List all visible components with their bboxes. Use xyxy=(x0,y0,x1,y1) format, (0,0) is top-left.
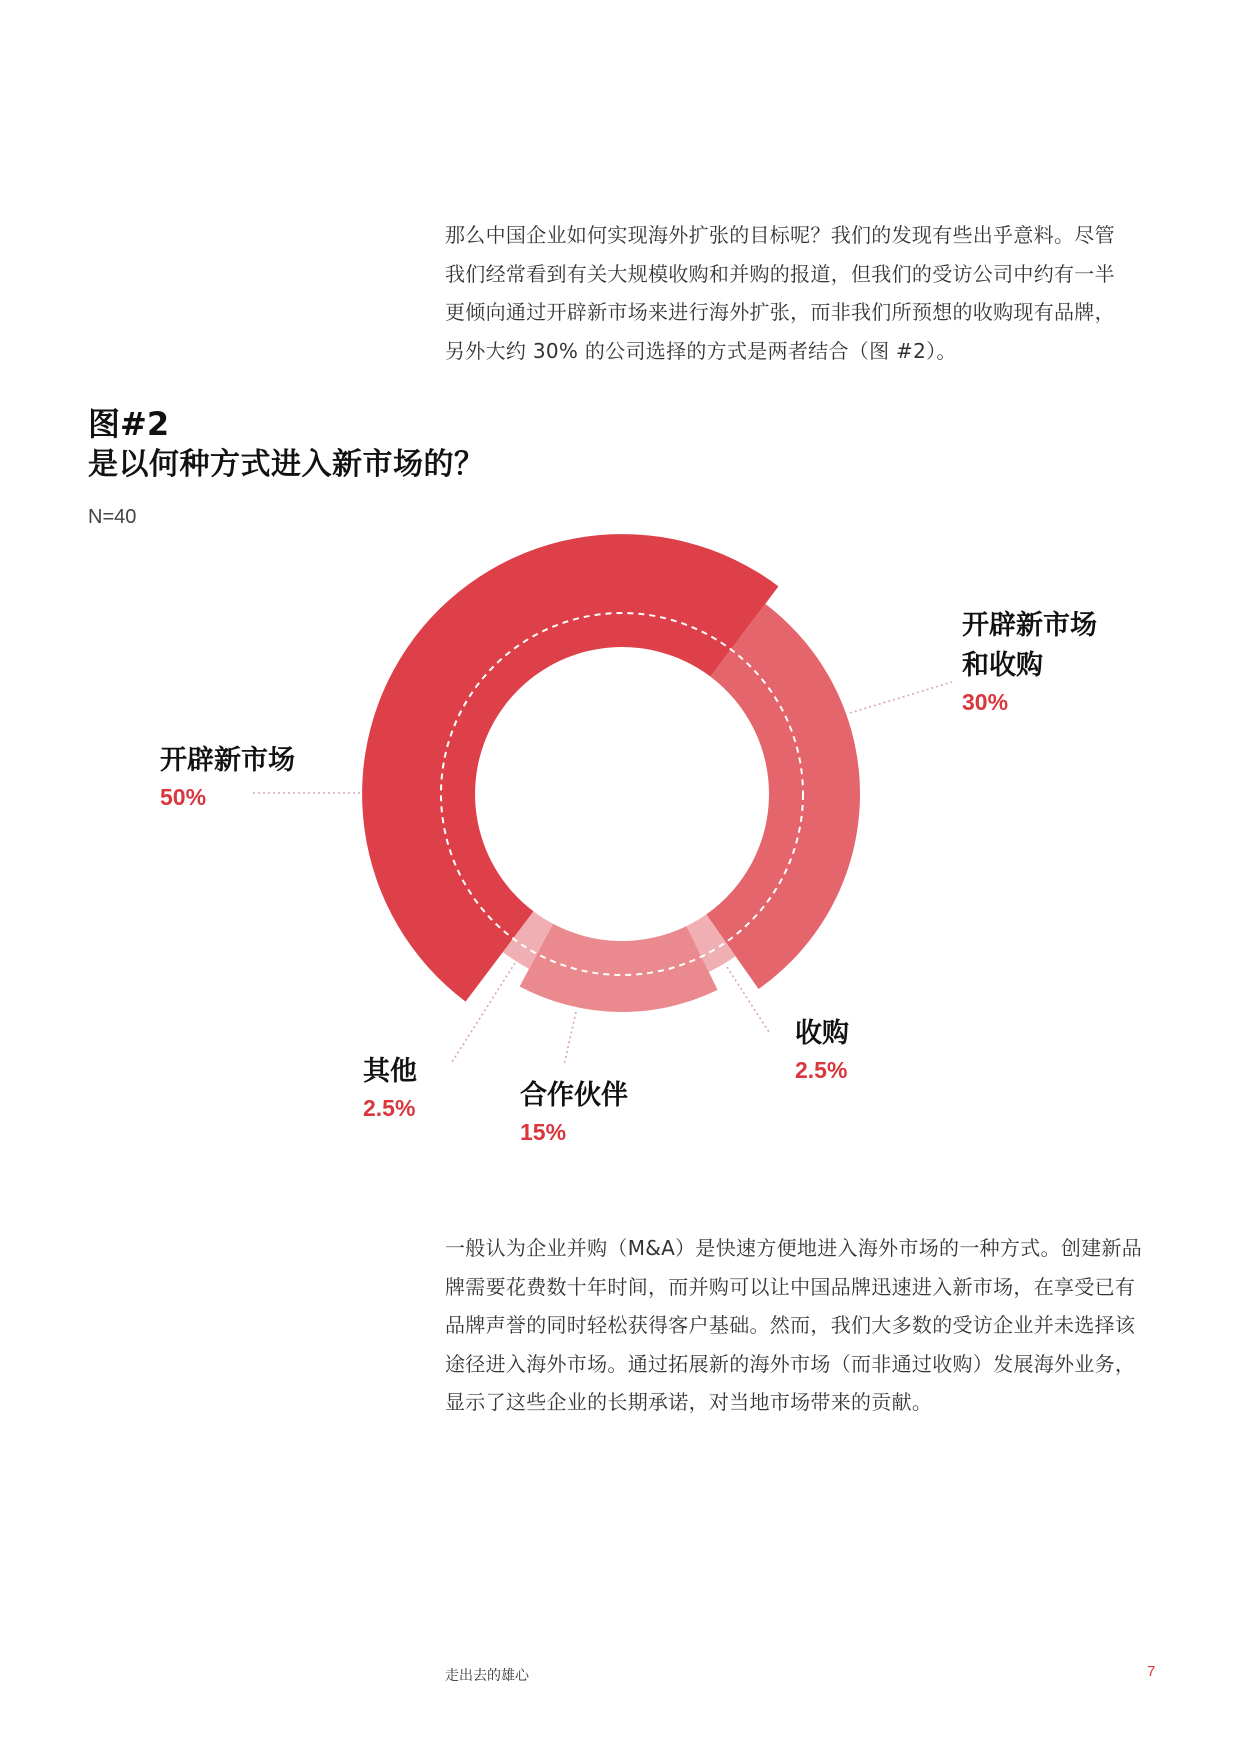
label-name: 开辟新市场 xyxy=(160,745,295,776)
label-new-market-and-acquisition xyxy=(962,606,1097,718)
label-name: 其他 xyxy=(363,1056,417,1087)
body-line: 牌需要花费数十年时间，而并购可以让中国品牌迅速进入新市场，在享受已有 xyxy=(445,1274,1136,1299)
intro-line: 那么中国企业如何实现海外扩张的目标呢？我们的发现有些出乎意料。尽管 xyxy=(445,223,1115,247)
body-line: 一般认为企业并购（M&A）是快速方便地进入海外市场的一种方式。创建新品 xyxy=(445,1236,1143,1260)
intro-line: 我们经常看到有关大规模收购和并购的报道，但我们的受访公司中约有一半 xyxy=(445,261,1115,286)
label-name: 收购 xyxy=(795,1018,849,1049)
figure-number: 图#2 xyxy=(88,405,170,443)
body-line: 途径进入海外市场。通过拓展新的海外市场（而非通过收购）发展海外业务， xyxy=(445,1351,1136,1376)
label-name: 和收购 xyxy=(962,650,1043,681)
label-percent: 50% xyxy=(160,784,207,810)
intro-line: 更倾向通过开辟新市场来进行海外扩张，而非我们所预想的收购现有品牌， xyxy=(445,300,1115,324)
label-partner xyxy=(520,1076,628,1148)
label-other xyxy=(363,1052,417,1124)
footer-title: 走出去的雄心 xyxy=(445,1668,529,1684)
segment-new-market-and-acquisition xyxy=(706,604,860,989)
segment-partner xyxy=(520,924,718,1012)
body-line: 显示了这些企业的长期承诺，对当地市场带来的贡献。 xyxy=(445,1390,933,1414)
leader-line-partner xyxy=(564,1012,576,1065)
donut-segments xyxy=(362,534,860,1012)
label-percent: 15% xyxy=(520,1119,567,1145)
sample-size: N=40 xyxy=(88,506,137,528)
leader-line-new-market-and-acquisition xyxy=(850,682,952,713)
label-percent: 30% xyxy=(962,689,1009,715)
page-number: 7 xyxy=(1147,1663,1156,1680)
label-new-market xyxy=(160,741,295,813)
label-name: 合作伙伴 xyxy=(520,1080,628,1111)
label-name: 开辟新市场 xyxy=(962,610,1097,641)
body-line: 品牌声誉的同时轻松获得客户基础。然而，我们大多数的受访企业并未选择该 xyxy=(445,1313,1136,1337)
body-paragraph xyxy=(445,1229,1161,1422)
figure-title: 是以何种方式进入新市场的？ xyxy=(88,447,485,482)
intro-line: 另外大约 30% 的公司选择的方式是两者结合（图 #2）。 xyxy=(445,338,957,363)
label-acquisition xyxy=(795,1014,849,1086)
label-percent: 2.5% xyxy=(795,1057,848,1083)
label-percent: 2.5% xyxy=(363,1095,416,1121)
